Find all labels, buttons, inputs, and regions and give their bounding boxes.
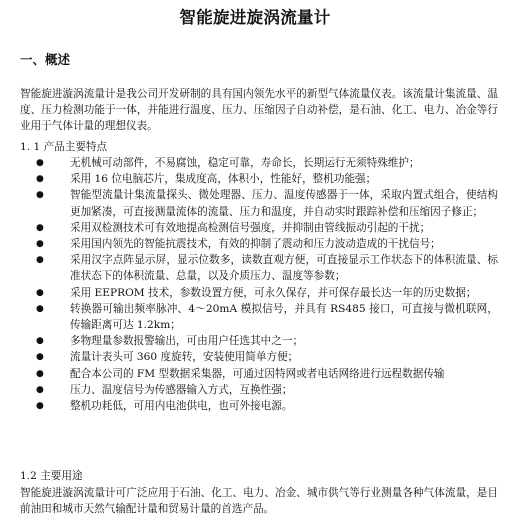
bullet-icon: ● <box>36 174 44 185</box>
bullet-icon: ● <box>36 303 44 314</box>
bullet-icon: ● <box>36 336 44 347</box>
bullet-icon: ● <box>36 158 44 168</box>
list-item <box>0 285 510 301</box>
usage-paragraph: 智能旋进漩涡流量计可广泛应用于石油、化工、电力、冶金、城市供气等行业测量各种气体流量，是目前油田和城市天然气输配计量和贸易计量的首选产品。 <box>20 487 498 516</box>
intro-paragraph: 智能旋进漩涡流量计是我公司开发研制的具有国内领先水平的新型气体流量仪表。该流量计集流量、温度、压力检测功能于一体，并能进行温度、压力、压缩因子自动补偿，是石油、化工、电力、冶金等行业用于气体计量的理想仪表。 <box>20 88 498 133</box>
list-item <box>0 301 510 333</box>
bullet-icon: ● <box>36 401 44 412</box>
list-item-text: 采用 EEPROM 技术，参数设置方便，可永久保存，并可保存最长达一年的历史数据； <box>70 286 477 299</box>
list-item-text: 智能型流量计集流量探头、微处理器、压力、温度传感器于一体，采取内置式组合，使结构更加紧凑，可直接测量流体的流量、压力和温度，并自动实时跟踪补偿和压缩因子修正； <box>70 189 498 218</box>
bullet-icon: ● <box>36 239 44 250</box>
bullet-icon: ● <box>36 368 44 379</box>
features-list <box>0 155 510 414</box>
bullet-icon: ● <box>36 222 44 233</box>
list-item-text: 配合本公司的 FM 型数据采集器，可通过因特网或者电话网络进行远程数据传输 <box>70 367 445 380</box>
features-subheading: 1. 1 产品主要特点 <box>20 141 108 153</box>
list-item <box>0 333 510 349</box>
list-item <box>0 220 510 236</box>
list-item <box>0 252 510 284</box>
list-item <box>0 187 510 219</box>
list-item <box>0 171 510 187</box>
list-item <box>0 155 510 171</box>
bullet-icon: ● <box>36 190 44 201</box>
list-item-text: 采用双检测技术可有效地提高检测信号强度，并抑制由管线振动引起的干扰； <box>70 221 431 234</box>
bullet-icon: ● <box>36 255 44 266</box>
list-item-text: 多物理量参数报警输出，可由用户任选其中之一； <box>70 335 304 348</box>
list-item-text: 整机功耗低，可用内电池供电，也可外接电源。 <box>70 400 293 413</box>
list-item-text: 压力、温度信号为传感器输入方式，互换性强； <box>70 383 293 396</box>
list-item-text: 采用汉字点阵显示屏，显示位数多，读数直观方便，可直接显示工作状态下的体积流量、标准状态下的体积流量、总量，以及介质压力、温度等参数； <box>70 254 498 283</box>
document-title: 智能旋进旋涡流量计 <box>179 8 331 27</box>
list-item-text: 流量计表头可 360 度旋转，安装使用简单方便； <box>70 351 299 364</box>
bullet-icon: ● <box>36 287 44 298</box>
bullet-icon: ● <box>36 384 44 395</box>
list-item <box>0 366 510 382</box>
list-item <box>0 382 510 398</box>
list-item-text: 转换器可输出频率脉冲、4～20mA 模拟信号，并具有 RS485 接口，可直接与微机联网，传输距离可达 1.2km； <box>70 302 498 332</box>
section-heading-overview: 一、概述 <box>20 52 71 67</box>
list-item <box>0 349 510 365</box>
bullet-icon: ● <box>36 352 44 363</box>
list-item <box>0 236 510 252</box>
usage-subheading: 1.2 主要用途 <box>20 470 83 482</box>
list-item-text: 采用 16 位电脑芯片，集成度高，体积小，性能好，整机功能强； <box>70 173 377 186</box>
list-item-text: 无机械可动部件，不易腐蚀，稳定可靠，寿命长，长期运行无须特殊维护； <box>70 157 420 169</box>
list-item-text: 采用国内领先的智能抗震技术，有效的抑制了震动和压力波动造成的干扰信号； <box>70 238 441 251</box>
list-item <box>0 398 510 414</box>
